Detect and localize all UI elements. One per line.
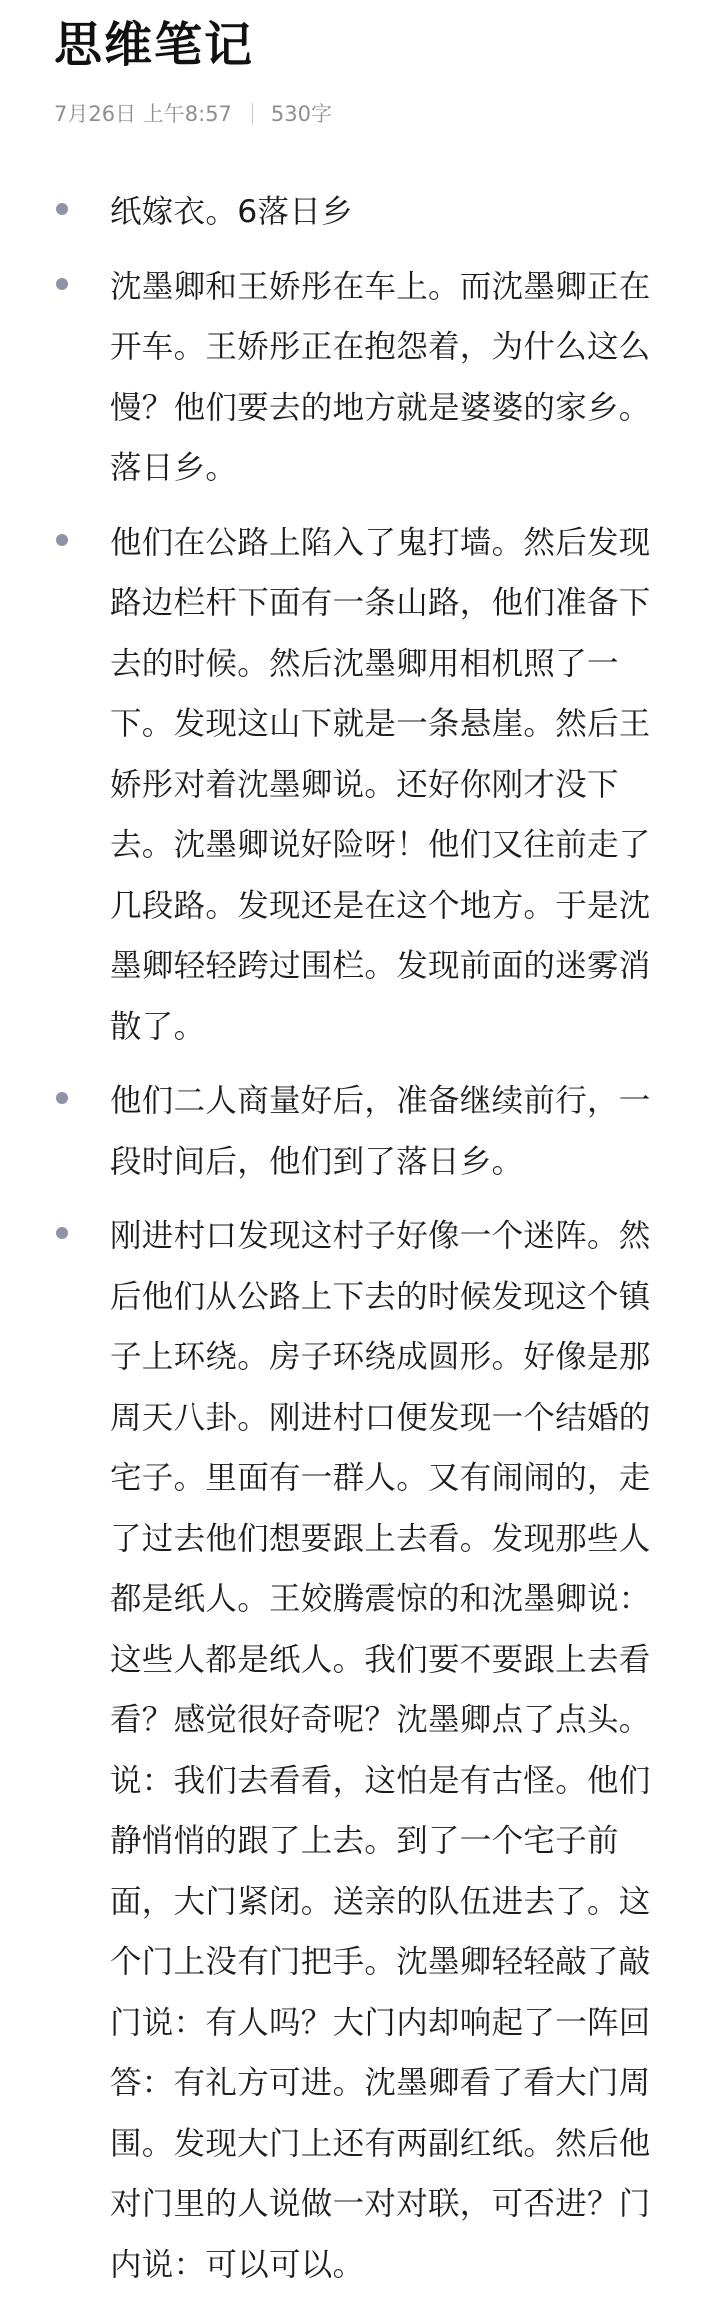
bullet-text[interactable]: 纸嫁衣。6落日乡 <box>110 194 353 230</box>
note-date: 7月26日 上午8:57 <box>54 102 232 126</box>
bullet-list <box>54 182 676 2309</box>
bullet-text[interactable]: 他们在公路上陷入了鬼打墙。然后发现路边栏杆下面有一条山路，他们准备下去的时候。然后沈墨卿用相机照了一下。发现这山下就是一条悬崖。然后王娇彤对着沈墨卿说。还好你刚才没下去。沈墨卿说好险呀！他们又往前走了几段路。发现还是在这个地方。于是沈墨卿轻轻跨过围栏。发现前面的迷雾消散了。 <box>110 524 651 1045</box>
bullet-dot-icon <box>56 1092 68 1104</box>
bullet-dot-icon <box>56 278 68 290</box>
word-count: 530字 <box>270 102 333 126</box>
list-item[interactable] <box>54 182 676 243</box>
bullet-dot-icon <box>56 1227 68 1239</box>
list-item[interactable] <box>54 513 676 1058</box>
bullet-dot-icon <box>56 534 68 546</box>
bullet-text[interactable]: 他们二人商量好后，准备继续前行，一段时间后，他们到了落日乡。 <box>110 1083 651 1180</box>
list-item[interactable] <box>54 257 676 499</box>
meta-divider <box>252 103 253 125</box>
bullet-dot-icon <box>56 203 68 215</box>
bullet-text[interactable]: 刚进村口发现这村子好像一个迷阵。然后他们从公路上下去的时候发现这个镇子上环绕。房子环绕成圆形。好像是那周天八卦。刚进村口便发现一个结婚的宅子。里面有一群人。又有闹闹的，走了过去他们想要跟上去看。发现那些人都是纸人。王姣腾震惊的和沈墨卿说：这些人都是纸人。我们要不要跟上去看看？感觉很好奇呢？沈墨卿点了点头。说：我们去看看，这怕是有古怪。他们静悄悄的跟了上去。到了一个宅子前面，大门紧闭。送亲的队伍进去了。这个门上没有门把手。沈墨卿轻轻敲了敲门说：有人吗？大门内却响起了一阵回答：有礼方可进。沈墨卿看了看大门周围。发现大门上还有两副红纸。然后他对门里的人说做一对对联，可否进？门内说：可以可以。 <box>110 1218 651 2283</box>
bullet-text[interactable]: 沈墨卿和王娇彤在车上。而沈墨卿正在开车。王娇彤正在抱怨着，为什么这么慢？他们要去的地方就是婆婆的家乡。落日乡。 <box>110 268 651 486</box>
note-title: 思维笔记 <box>54 17 255 73</box>
note-meta <box>54 96 332 132</box>
list-item[interactable] <box>54 1206 676 2295</box>
list-item[interactable] <box>54 1071 676 1192</box>
